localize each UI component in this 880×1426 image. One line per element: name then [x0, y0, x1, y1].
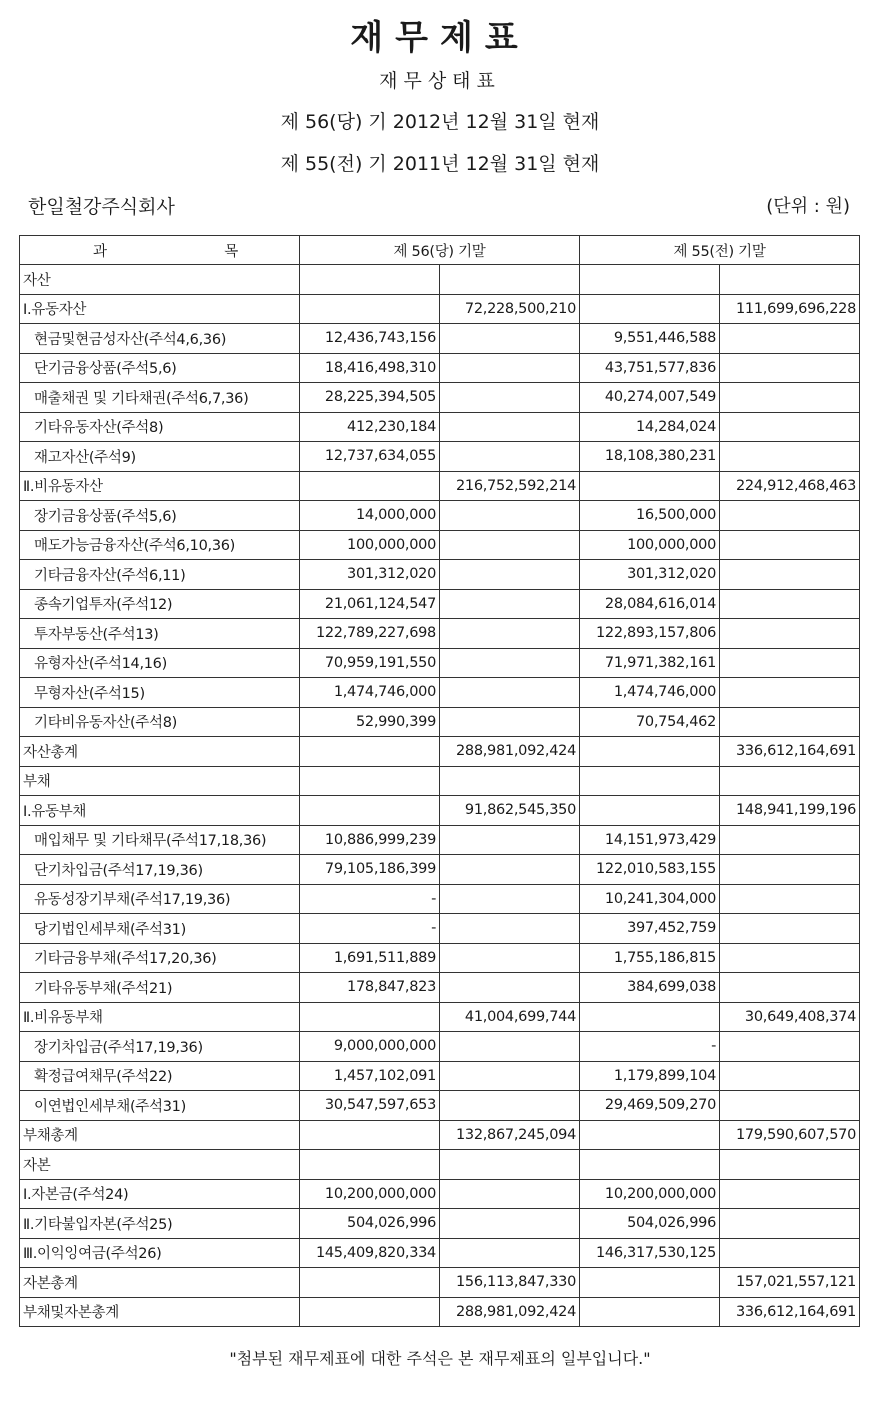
table-row	[20, 825, 860, 855]
row-label: 기타유동자산(주석8)	[20, 412, 300, 442]
prior-detail-amount: 28,084,616,014	[580, 589, 720, 619]
prior-detail-amount: 1,474,746,000	[580, 678, 720, 708]
prior-detail-amount: 29,469,509,270	[580, 1091, 720, 1121]
row-label: Ⅲ.이익잉여금(주석26)	[20, 1238, 300, 1268]
current-subtotal-amount	[440, 1150, 580, 1180]
prior-detail-amount	[580, 737, 720, 767]
row-label: 확정급여채무(주석22)	[20, 1061, 300, 1091]
current-detail-amount: 9,000,000,000	[300, 1032, 440, 1062]
prior-detail-amount: 70,754,462	[580, 707, 720, 737]
current-detail-amount: 79,105,186,399	[300, 855, 440, 885]
table-row	[20, 589, 860, 619]
row-label: Ⅱ.비유동자산	[20, 471, 300, 501]
row-label: 자산총계	[20, 737, 300, 767]
current-detail-amount: 178,847,823	[300, 973, 440, 1003]
row-label: 무형자산(주석15)	[20, 678, 300, 708]
current-detail-amount: 504,026,996	[300, 1209, 440, 1239]
current-detail-amount: 301,312,020	[300, 560, 440, 590]
prior-detail-amount	[580, 1297, 720, 1327]
prior-detail-amount: 301,312,020	[580, 560, 720, 590]
row-label: 부채및자본총계	[20, 1297, 300, 1327]
table-row	[20, 1238, 860, 1268]
prior-detail-amount: 100,000,000	[580, 530, 720, 560]
prior-detail-amount: 122,010,583,155	[580, 855, 720, 885]
prior-detail-amount	[580, 1150, 720, 1180]
prior-subtotal-amount: 157,021,557,121	[720, 1268, 860, 1298]
prior-subtotal-amount	[720, 825, 860, 855]
prior-subtotal-amount	[720, 914, 860, 944]
header-account-left: 과	[93, 243, 107, 260]
row-label: Ⅰ.자본금(주석24)	[20, 1179, 300, 1209]
current-subtotal-amount	[440, 501, 580, 531]
prior-subtotal-amount	[720, 324, 860, 354]
current-subtotal-amount	[440, 265, 580, 295]
table-row	[20, 324, 860, 354]
prior-subtotal-amount	[720, 265, 860, 295]
current-subtotal-amount: 41,004,699,744	[440, 1002, 580, 1032]
current-subtotal-amount	[440, 707, 580, 737]
current-subtotal-amount	[440, 825, 580, 855]
header-account	[20, 236, 300, 265]
current-subtotal-amount	[440, 589, 580, 619]
current-detail-amount	[300, 1120, 440, 1150]
current-detail-amount: 100,000,000	[300, 530, 440, 560]
current-detail-amount: 28,225,394,505	[300, 383, 440, 413]
row-label: 자산	[20, 265, 300, 295]
table-row	[20, 766, 860, 796]
prior-detail-amount	[580, 1120, 720, 1150]
prior-detail-amount	[580, 294, 720, 324]
current-detail-amount	[300, 737, 440, 767]
current-subtotal-amount: 216,752,592,214	[440, 471, 580, 501]
current-subtotal-amount	[440, 884, 580, 914]
prior-detail-amount: 14,151,973,429	[580, 825, 720, 855]
current-detail-amount	[300, 1268, 440, 1298]
balance-sheet-table	[19, 235, 860, 1327]
header-account-right: 목	[224, 243, 238, 260]
prior-detail-amount: 10,241,304,000	[580, 884, 720, 914]
prior-subtotal-amount: 336,612,164,691	[720, 737, 860, 767]
current-subtotal-amount	[440, 1209, 580, 1239]
current-detail-amount: 1,474,746,000	[300, 678, 440, 708]
prior-subtotal-amount	[720, 1091, 860, 1121]
prior-subtotal-amount	[720, 1179, 860, 1209]
prior-detail-amount: -	[580, 1032, 720, 1062]
row-label: 매출채권 및 기타채권(주석6,7,36)	[20, 383, 300, 413]
prior-subtotal-amount	[720, 678, 860, 708]
period-current: 제 56(당) 기 2012년 12월 31일 현재	[280, 111, 600, 133]
prior-subtotal-amount: 224,912,468,463	[720, 471, 860, 501]
prior-subtotal-amount	[720, 589, 860, 619]
prior-subtotal-amount	[720, 501, 860, 531]
prior-detail-amount: 397,452,759	[580, 914, 720, 944]
table-row	[20, 1032, 860, 1062]
current-detail-amount: 70,959,191,550	[300, 648, 440, 678]
prior-subtotal-amount	[720, 943, 860, 973]
table-body	[20, 265, 860, 1327]
current-detail-amount	[300, 766, 440, 796]
current-subtotal-amount	[440, 412, 580, 442]
row-label: 투자부동산(주석13)	[20, 619, 300, 649]
row-label: 부채총계	[20, 1120, 300, 1150]
row-label: 매입채무 및 기타채무(주석17,18,36)	[20, 825, 300, 855]
prior-detail-amount: 9,551,446,588	[580, 324, 720, 354]
row-label: 기타금융부채(주석17,20,36)	[20, 943, 300, 973]
current-subtotal-amount	[440, 1091, 580, 1121]
row-label: 재고자산(주석9)	[20, 442, 300, 472]
table-row	[20, 353, 860, 383]
row-label: 종속기업투자(주석12)	[20, 589, 300, 619]
statement-subtitle: 재무상태표	[379, 70, 501, 92]
current-detail-amount: -	[300, 914, 440, 944]
table-row	[20, 412, 860, 442]
row-label: 자본	[20, 1150, 300, 1180]
current-detail-amount: 21,061,124,547	[300, 589, 440, 619]
table-row	[20, 1120, 860, 1150]
row-label: 기타금융자산(주석6,11)	[20, 560, 300, 590]
table-row	[20, 294, 860, 324]
row-label: 매도가능금융자산(주석6,10,36)	[20, 530, 300, 560]
current-subtotal-amount: 132,867,245,094	[440, 1120, 580, 1150]
current-subtotal-amount	[440, 1238, 580, 1268]
table-row	[20, 737, 860, 767]
current-subtotal-amount: 72,228,500,210	[440, 294, 580, 324]
table-row	[20, 471, 860, 501]
table-row	[20, 1091, 860, 1121]
prior-subtotal-amount	[720, 766, 860, 796]
table-row	[20, 501, 860, 531]
prior-detail-amount	[580, 471, 720, 501]
prior-subtotal-amount	[720, 1238, 860, 1268]
table-row	[20, 1150, 860, 1180]
prior-subtotal-amount	[720, 1032, 860, 1062]
prior-subtotal-amount	[720, 1150, 860, 1180]
current-detail-amount: 1,691,511,889	[300, 943, 440, 973]
table-row	[20, 796, 860, 826]
prior-detail-amount: 122,893,157,806	[580, 619, 720, 649]
prior-detail-amount: 1,179,899,104	[580, 1061, 720, 1091]
current-subtotal-amount: 156,113,847,330	[440, 1268, 580, 1298]
row-label: 장기금융상품(주석5,6)	[20, 501, 300, 531]
prior-detail-amount	[580, 796, 720, 826]
prior-subtotal-amount: 148,941,199,196	[720, 796, 860, 826]
current-detail-amount: 10,200,000,000	[300, 1179, 440, 1209]
current-subtotal-amount	[440, 530, 580, 560]
table-row	[20, 648, 860, 678]
prior-subtotal-amount	[720, 353, 860, 383]
current-subtotal-amount	[440, 1032, 580, 1062]
prior-detail-amount: 504,026,996	[580, 1209, 720, 1239]
table-row	[20, 707, 860, 737]
row-label: 유동성장기부채(주석17,19,36)	[20, 884, 300, 914]
current-subtotal-amount	[440, 914, 580, 944]
current-subtotal-amount	[440, 383, 580, 413]
prior-subtotal-amount	[720, 619, 860, 649]
current-subtotal-amount: 288,981,092,424	[440, 737, 580, 767]
prior-subtotal-amount: 111,699,696,228	[720, 294, 860, 324]
row-label: 자본총계	[20, 1268, 300, 1298]
row-label: Ⅰ.유동자산	[20, 294, 300, 324]
row-label: Ⅰ.유동부채	[20, 796, 300, 826]
current-subtotal-amount	[440, 442, 580, 472]
prior-detail-amount: 1,755,186,815	[580, 943, 720, 973]
current-subtotal-amount	[440, 324, 580, 354]
company-name: 한일철강주식회사	[28, 196, 175, 218]
table-row	[20, 943, 860, 973]
row-label: 이연법인세부채(주석31)	[20, 1091, 300, 1121]
prior-detail-amount: 71,971,382,161	[580, 648, 720, 678]
prior-subtotal-amount	[720, 884, 860, 914]
current-detail-amount: 14,000,000	[300, 501, 440, 531]
current-subtotal-amount	[440, 353, 580, 383]
unit-label: (단위 : 원)	[766, 196, 850, 217]
prior-detail-amount: 146,317,530,125	[580, 1238, 720, 1268]
current-detail-amount	[300, 1150, 440, 1180]
header-current-period: 제 56(당) 기말	[300, 236, 580, 265]
prior-subtotal-amount	[720, 707, 860, 737]
row-label: 유형자산(주석14,16)	[20, 648, 300, 678]
prior-detail-amount	[580, 1002, 720, 1032]
current-detail-amount	[300, 265, 440, 295]
current-detail-amount: 52,990,399	[300, 707, 440, 737]
table-row	[20, 383, 860, 413]
current-subtotal-amount	[440, 766, 580, 796]
header-prior-period: 제 55(전) 기말	[580, 236, 860, 265]
current-detail-amount	[300, 1297, 440, 1327]
current-subtotal-amount	[440, 973, 580, 1003]
current-detail-amount: 18,416,498,310	[300, 353, 440, 383]
prior-subtotal-amount: 30,649,408,374	[720, 1002, 860, 1032]
current-detail-amount	[300, 294, 440, 324]
current-detail-amount: 145,409,820,334	[300, 1238, 440, 1268]
row-label: Ⅱ.기타불입자본(주석25)	[20, 1209, 300, 1239]
document-title: 재무제표	[350, 18, 530, 58]
prior-detail-amount: 18,108,380,231	[580, 442, 720, 472]
period-prior: 제 55(전) 기 2011년 12월 31일 현재	[280, 153, 600, 175]
prior-detail-amount: 43,751,577,836	[580, 353, 720, 383]
current-detail-amount: 12,436,743,156	[300, 324, 440, 354]
prior-detail-amount: 40,274,007,549	[580, 383, 720, 413]
prior-subtotal-amount	[720, 560, 860, 590]
current-detail-amount: 122,789,227,698	[300, 619, 440, 649]
table-row	[20, 855, 860, 885]
table-row	[20, 884, 860, 914]
prior-subtotal-amount: 336,612,164,691	[720, 1297, 860, 1327]
table-row	[20, 678, 860, 708]
current-detail-amount: 30,547,597,653	[300, 1091, 440, 1121]
prior-detail-amount: 384,699,038	[580, 973, 720, 1003]
row-label: 단기금융상품(주석5,6)	[20, 353, 300, 383]
prior-subtotal-amount	[720, 383, 860, 413]
table-row	[20, 1268, 860, 1298]
footnote: "첨부된 재무제표에 대한 주석은 본 재무제표의 일부입니다."	[229, 1349, 651, 1368]
prior-detail-amount: 10,200,000,000	[580, 1179, 720, 1209]
prior-detail-amount	[580, 265, 720, 295]
row-label: 현금및현금성자산(주석4,6,36)	[20, 324, 300, 354]
table-row	[20, 560, 860, 590]
current-subtotal-amount	[440, 648, 580, 678]
row-label: 당기법인세부채(주석31)	[20, 914, 300, 944]
table-header-row	[20, 236, 860, 265]
current-detail-amount: 10,886,999,239	[300, 825, 440, 855]
prior-subtotal-amount	[720, 412, 860, 442]
prior-detail-amount: 14,284,024	[580, 412, 720, 442]
table-row	[20, 1179, 860, 1209]
prior-subtotal-amount	[720, 530, 860, 560]
current-detail-amount	[300, 471, 440, 501]
prior-subtotal-amount	[720, 973, 860, 1003]
current-detail-amount: -	[300, 884, 440, 914]
table-row	[20, 442, 860, 472]
current-subtotal-amount	[440, 560, 580, 590]
prior-subtotal-amount	[720, 442, 860, 472]
current-subtotal-amount	[440, 1061, 580, 1091]
table-row	[20, 1209, 860, 1239]
prior-detail-amount: 16,500,000	[580, 501, 720, 531]
table-row	[20, 530, 860, 560]
current-detail-amount: 1,457,102,091	[300, 1061, 440, 1091]
prior-subtotal-amount	[720, 855, 860, 885]
table-row	[20, 973, 860, 1003]
table-row	[20, 1061, 860, 1091]
prior-subtotal-amount: 179,590,607,570	[720, 1120, 860, 1150]
row-label: 단기차입금(주석17,19,36)	[20, 855, 300, 885]
row-label: 기타비유동자산(주석8)	[20, 707, 300, 737]
current-subtotal-amount: 91,862,545,350	[440, 796, 580, 826]
current-subtotal-amount	[440, 678, 580, 708]
prior-subtotal-amount	[720, 648, 860, 678]
table-row	[20, 619, 860, 649]
current-detail-amount: 412,230,184	[300, 412, 440, 442]
table-row	[20, 914, 860, 944]
current-subtotal-amount	[440, 855, 580, 885]
current-detail-amount	[300, 796, 440, 826]
prior-subtotal-amount	[720, 1061, 860, 1091]
current-subtotal-amount	[440, 619, 580, 649]
current-subtotal-amount	[440, 1179, 580, 1209]
prior-detail-amount	[580, 766, 720, 796]
table-row	[20, 1297, 860, 1327]
row-label: 기타유동부채(주석21)	[20, 973, 300, 1003]
current-detail-amount: 12,737,634,055	[300, 442, 440, 472]
current-detail-amount	[300, 1002, 440, 1032]
table-row	[20, 265, 860, 295]
table-row	[20, 1002, 860, 1032]
prior-detail-amount	[580, 1268, 720, 1298]
row-label: Ⅱ.비유동부채	[20, 1002, 300, 1032]
current-subtotal-amount	[440, 943, 580, 973]
current-subtotal-amount: 288,981,092,424	[440, 1297, 580, 1327]
row-label: 장기차입금(주석17,19,36)	[20, 1032, 300, 1062]
row-label: 부채	[20, 766, 300, 796]
prior-subtotal-amount	[720, 1209, 860, 1239]
